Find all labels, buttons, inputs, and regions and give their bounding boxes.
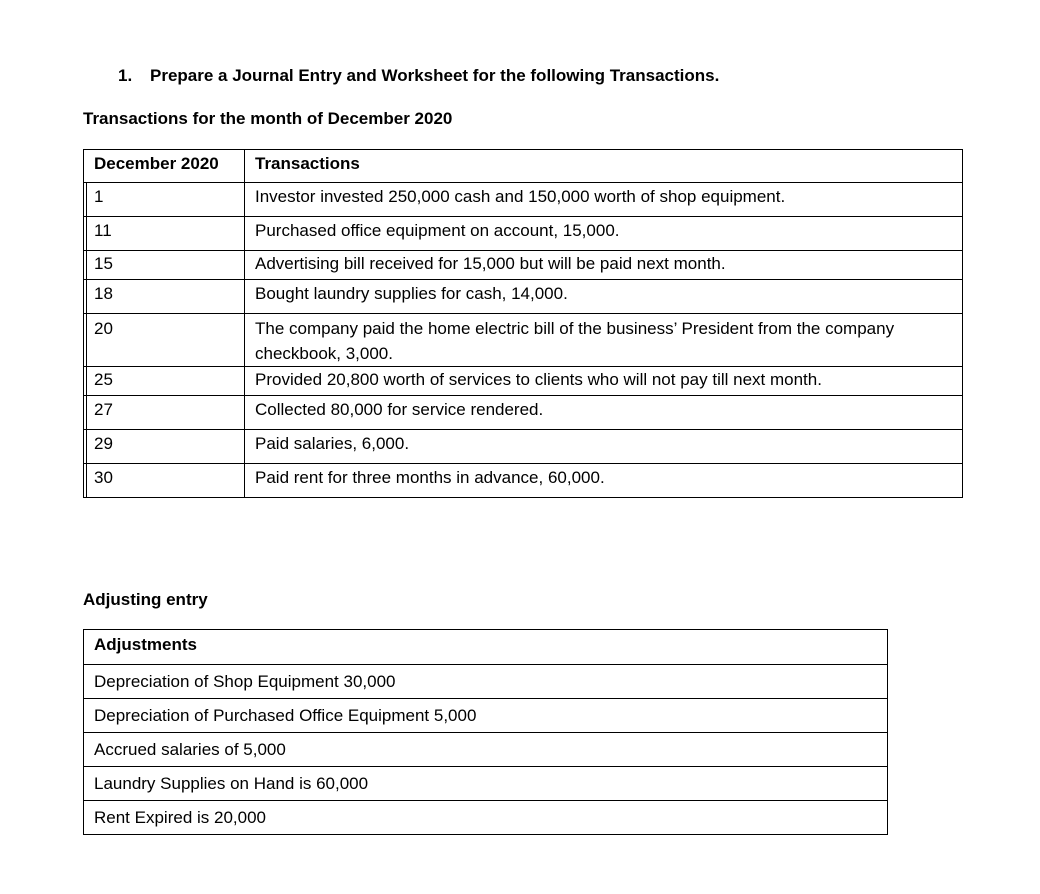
row-text: Bought laundry supplies for cash, 14,000. xyxy=(245,280,963,314)
task-number: 1. xyxy=(118,66,133,85)
row-date: 15 xyxy=(84,251,245,280)
row-text: Provided 20,800 worth of services to clients who will not pay till next month. xyxy=(245,367,963,396)
row-text: Paid rent for three months in advance, 60,000. xyxy=(245,464,963,498)
row-date: 20 xyxy=(84,314,245,367)
header-adjustments: Adjustments xyxy=(84,630,888,665)
adjustment-text: Rent Expired is 20,000 xyxy=(84,801,888,835)
row-date: 29 xyxy=(84,430,245,464)
row-date: 1 xyxy=(84,183,245,217)
table-row xyxy=(84,464,963,498)
table-row xyxy=(84,396,963,430)
header-transactions: Transactions xyxy=(245,150,963,183)
header-date: December 2020 xyxy=(84,150,245,183)
row-text: The company paid the home electric bill of the business’ President from the company checkbook, 3,000. xyxy=(245,314,963,367)
transactions-heading: Transactions for the month of December 2020 xyxy=(83,109,453,128)
row-date: 18 xyxy=(84,280,245,314)
table-row xyxy=(84,217,963,251)
adjustment-text: Depreciation of Shop Equipment 30,000 xyxy=(84,665,888,699)
table-row xyxy=(84,733,888,767)
table-row xyxy=(84,183,963,217)
table-row xyxy=(84,314,963,367)
table-row xyxy=(84,251,963,280)
task-heading xyxy=(118,66,719,86)
table-row xyxy=(84,665,888,699)
row-text: Investor invested 250,000 cash and 150,000 worth of shop equipment. xyxy=(245,183,963,217)
row-text: Paid salaries, 6,000. xyxy=(245,430,963,464)
table-row xyxy=(84,430,963,464)
row-date: 27 xyxy=(84,396,245,430)
adjustments-header-row xyxy=(84,630,888,665)
task-title: Prepare a Journal Entry and Worksheet for the following Transactions. xyxy=(150,66,720,85)
table-row xyxy=(84,767,888,801)
transactions-table xyxy=(83,149,963,498)
row-text: Collected 80,000 for service rendered. xyxy=(245,396,963,430)
row-date: 25 xyxy=(84,367,245,396)
table-row xyxy=(84,280,963,314)
adjustment-text: Accrued salaries of 5,000 xyxy=(84,733,888,767)
row-text: Advertising bill received for 15,000 but will be paid next month. xyxy=(245,251,963,280)
adjusting-heading: Adjusting entry xyxy=(83,590,208,609)
table-row xyxy=(84,801,888,835)
table-row xyxy=(84,367,963,396)
transactions-header-row xyxy=(84,150,963,183)
adjustment-text: Depreciation of Purchased Office Equipment 5,000 xyxy=(84,699,888,733)
adjustments-table xyxy=(83,629,888,835)
row-date: 30 xyxy=(84,464,245,498)
adjustment-text: Laundry Supplies on Hand is 60,000 xyxy=(84,767,888,801)
table-row xyxy=(84,699,888,733)
row-date: 11 xyxy=(84,217,245,251)
row-text: Purchased office equipment on account, 15,000. xyxy=(245,217,963,251)
